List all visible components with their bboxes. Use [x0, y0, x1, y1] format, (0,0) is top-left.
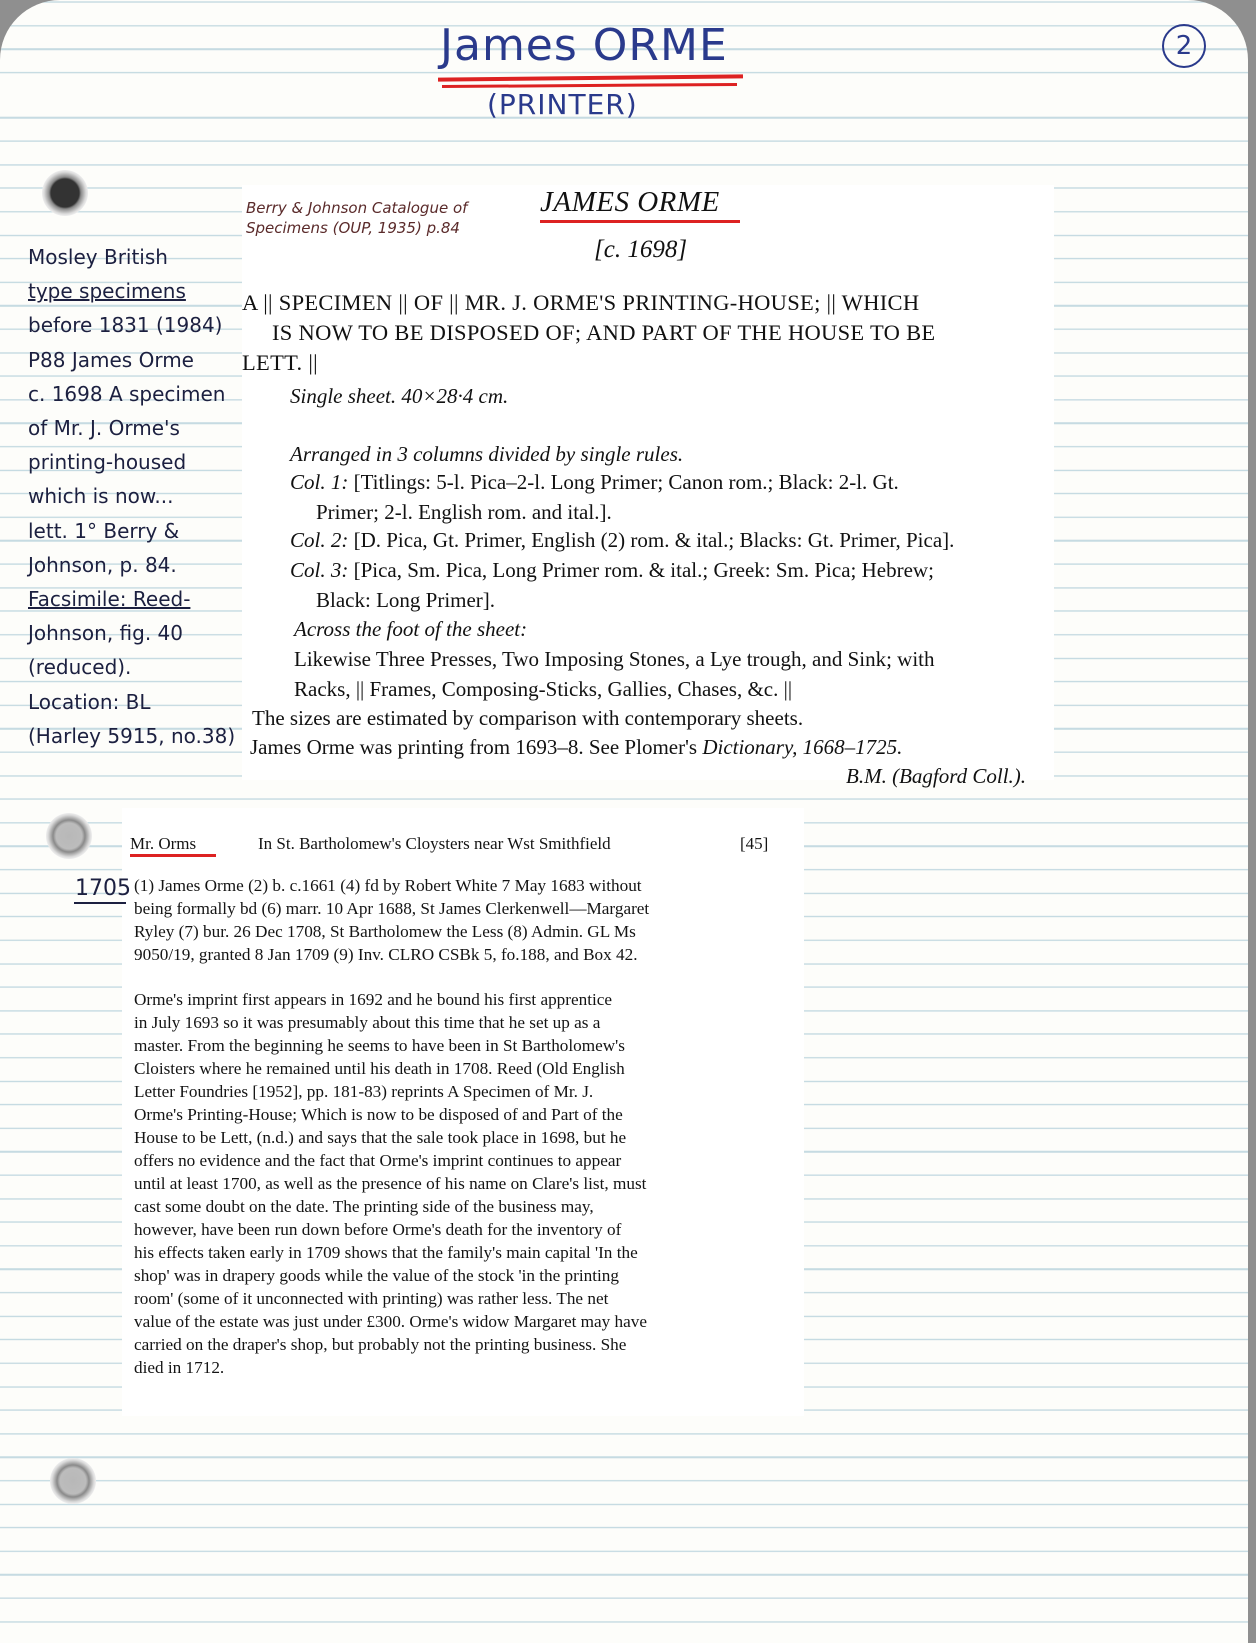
heading-underline — [540, 220, 740, 223]
margin-note-line: before 1831 (1984) — [28, 313, 223, 338]
margin-note-line: type specimens — [28, 279, 186, 304]
margin-note-line: c. 1698 A specimen — [28, 381, 226, 406]
specimen-title-line: IS NOW TO BE DISPOSED OF; AND PART OF THE HOUSE TO BE — [272, 320, 936, 345]
page-number: 2 — [1162, 24, 1206, 68]
margin-note-line: lett. 1° Berry & — [28, 518, 180, 543]
margin-note-line: (Harley 5915, no.38) — [28, 723, 236, 748]
paragraph-line: value of the estate was just under £300. Orme's widow Margaret may have — [134, 1312, 648, 1331]
sheet-size: Single sheet. 40×28·4 cm. — [290, 384, 509, 408]
binder-hole-middle — [46, 813, 92, 859]
printing-dates-note — [250, 735, 902, 760]
column-text: [Pica, Sm. Pica, Long Primer rom. & ital.; Greek: Sm. Pica; Hebrew; — [353, 558, 934, 582]
paragraph-line: offers no evidence and the fact that Orme's imprint continues to appear — [134, 1151, 622, 1170]
note-text: James Orme was printing from 1693–8. See Plomer's — [250, 735, 703, 759]
binder-hole-bottom — [50, 1458, 96, 1504]
fact-line: 9050/19, granted 8 Jan 1709 (9) Inv. CLRO CSBk 5, fo.188, and Box 42. — [134, 945, 638, 964]
specimen-title-line: LETT. || — [242, 350, 318, 375]
paragraph-line: Cloisters where he remained until his death in 1708. Reed (Old English — [134, 1059, 625, 1078]
note-italic: Dictionary, 1668–1725. — [702, 735, 903, 759]
year-underline — [74, 902, 126, 904]
margin-note-line: which is now... — [28, 484, 174, 509]
fact-line: being formally bd (6) marr. 10 Apr 1688, St James Clerkenwell—Margaret — [134, 899, 650, 918]
size-note: The sizes are estimated by comparison with contemporary sheets. — [252, 706, 804, 730]
paragraph-line: master. From the beginning he seems to have been in St Bartholomew's — [134, 1036, 625, 1055]
arrangement: Arranged in 3 columns divided by single rules. — [290, 442, 684, 466]
foot-label: Across the foot of the sheet: — [294, 617, 528, 641]
paragraph-line: died in 1712. — [134, 1358, 225, 1377]
printer-name: Mr. Orms — [130, 834, 197, 853]
reference-line: Specimens (OUP, 1935) p.84 — [246, 219, 460, 237]
margin-note-line: Johnson, fig. 40 — [28, 621, 183, 646]
paragraph-line: Orme's imprint first appears in 1692 and he bound his first apprentice — [134, 990, 613, 1009]
paragraph-line: Letter Foundries [1952], pp. 181-83) reprints A Specimen of Mr. J. — [134, 1082, 594, 1101]
printer-address: In St. Bartholomew's Cloysters near Wst Smithfield — [258, 834, 611, 853]
name-underline — [130, 854, 216, 857]
foot-text: Likewise Three Presses, Two Imposing Stones, a Lye trough, and Sink; with — [294, 647, 935, 671]
paragraph-line: Orme's Printing-House; Which is now to be disposed of and Part of the — [134, 1105, 623, 1124]
margin-note-line: Facsimile: Reed- — [28, 587, 191, 612]
paragraph-line: House to be Lett, (n.d.) and says that the sale took place in 1698, but he — [134, 1128, 627, 1147]
margin-note-line: printing-housed — [28, 450, 187, 475]
column-label: Col. 1: — [290, 470, 349, 494]
margin-note-line: of Mr. J. Orme's — [28, 416, 180, 441]
paragraph-line: however, have been run down before Orme's death for the inventory of — [134, 1220, 622, 1239]
margin-note-line: Mosley British — [28, 245, 168, 269]
page-subtitle: (PRINTER) — [487, 88, 638, 121]
clipping-heading: JAMES ORME — [540, 186, 720, 218]
paragraph-line: shop' was in drapery goods while the value of the stock 'in the printing — [134, 1266, 619, 1285]
column-2-entry — [290, 528, 954, 553]
margin-note-line: (reduced). — [28, 655, 132, 680]
column-3-continued: Black: Long Primer]. — [316, 588, 496, 612]
paragraph-line: cast some doubt on the date. The printing side of the business may, — [134, 1197, 594, 1216]
column-1-entry — [290, 470, 899, 495]
column-text: [D. Pica, Gt. Primer, English (2) rom. & ital.; Blacks: Gt. Primer, Pica]. — [353, 528, 955, 552]
binder-hole-top — [42, 170, 88, 216]
fact-line: (1) James Orme (2) b. c.1661 (4) fd by Robert White 7 May 1683 without — [134, 876, 642, 895]
margin-note-line: P88 James Orme — [28, 347, 194, 372]
paragraph-line: in July 1693 so it was presumably about this time that he set up as a — [134, 1013, 601, 1032]
column-3-entry — [290, 558, 934, 583]
specimen-title-line: A || SPECIMEN || OF || MR. J. ORME'S PRINTING-HOUSE; || WHICH — [242, 290, 920, 315]
column-1-continued: Primer; 2-l. English rom. and ital.]. — [316, 500, 612, 524]
title-underline — [438, 74, 743, 81]
paragraph-line: until at least 1700, as well as the presence of his name on Clare's list, must — [134, 1174, 647, 1193]
paragraph-line: carried on the draper's shop, but probably not the printing business. She — [134, 1335, 627, 1354]
reference-line: Berry & Johnson Catalogue of — [246, 199, 468, 217]
foot-text-continued: Racks, || Frames, Composing-Sticks, Gallies, Chases, &c. || — [294, 677, 793, 701]
clipping-date: [c. 1698] — [594, 236, 688, 263]
entry-reference: [45] — [740, 834, 769, 853]
margin-note-line: Location: BL — [28, 689, 151, 714]
year-annotation: 1705 — [75, 876, 131, 901]
margin-note — [28, 240, 248, 753]
location-note: B.M. (Bagford Coll.). — [846, 764, 1027, 788]
column-label: Col. 2: — [290, 528, 349, 552]
page-title: James ORME — [440, 20, 728, 71]
paragraph-line: his effects taken early in 1709 shows that the family's main capital 'In the — [134, 1243, 638, 1262]
fact-line: Ryley (7) bur. 26 Dec 1708, St Bartholomew the Less (8) Admin. GL Ms — [134, 922, 636, 941]
paragraph-line: room' (some of it unconnected with printing) was rather less. The net — [134, 1289, 609, 1308]
column-text: [Titlings: 5-l. Pica–2-l. Long Primer; Canon rom.; Black: 2-l. Gt. — [353, 470, 899, 494]
catalogue-reference-note — [246, 198, 467, 238]
column-label: Col. 3: — [290, 558, 349, 582]
margin-note-line: Johnson, p. 84. — [28, 552, 177, 577]
